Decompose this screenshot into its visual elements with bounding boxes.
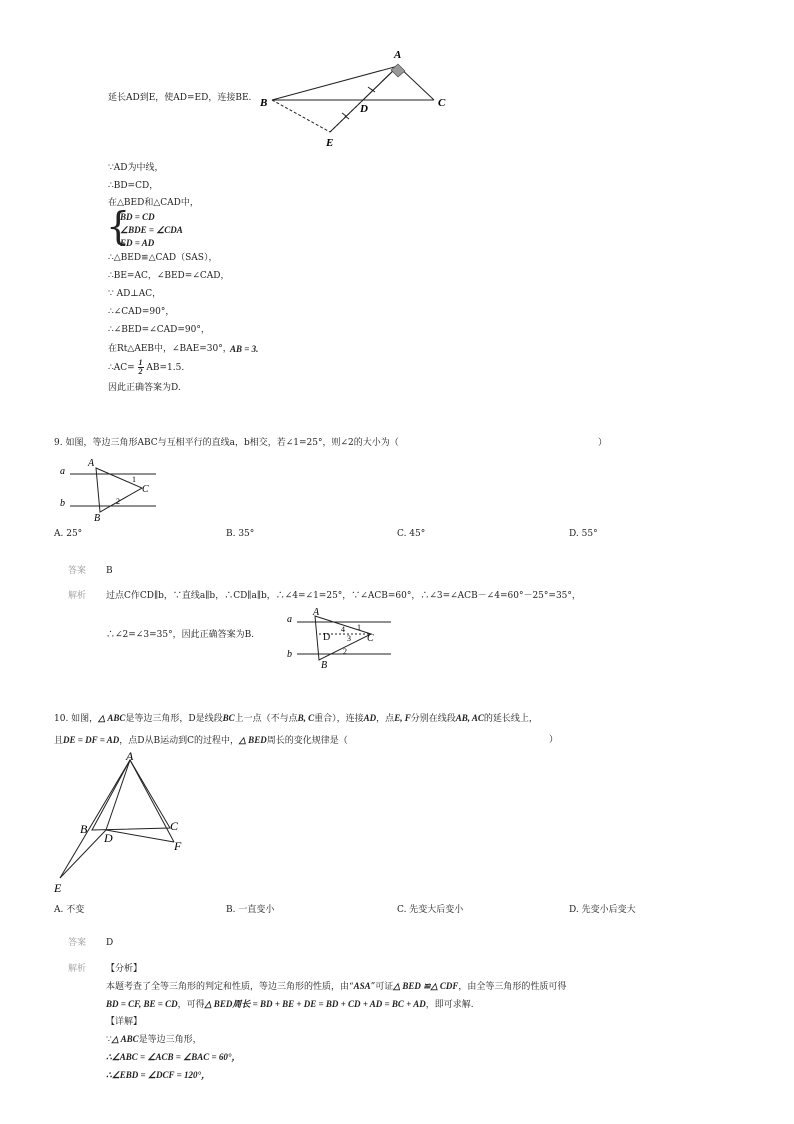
system-line-2: ED = AD — [120, 238, 155, 248]
q10-detail-line2: ∴∠ABC = ∠ACB = ∠BAC = 60°， — [106, 1052, 241, 1062]
q10-mid5: 分别在线段 — [410, 714, 456, 724]
q10-seg-ad: AD — [363, 713, 377, 723]
q10-detail-head: 【详解】 — [106, 1017, 143, 1027]
q10-q2-mid: ，点D从B运动到C的过程中， — [119, 736, 240, 746]
q10-q2-prefix: 且 — [54, 736, 64, 746]
q10-label-E: E — [54, 881, 62, 895]
q9-figure — [56, 454, 162, 524]
system-line-0: BD = CD — [120, 212, 155, 222]
q10-label-D: D — [104, 831, 113, 845]
solution8-line-2: 在△BED和△CAD中， — [108, 198, 199, 208]
q9-analysis-label: 解析 — [68, 591, 87, 601]
fig-label-E: E — [326, 137, 334, 149]
q10-option-c: C. 先变大后变小 — [397, 905, 464, 915]
fraction-half — [138, 359, 144, 376]
q9b-label-3: 3 — [347, 634, 351, 643]
q10-a1-asa: ASA — [353, 981, 371, 991]
q9-label-A: A — [88, 458, 95, 469]
q9-analysis-figure — [285, 606, 395, 670]
q10-a1-mid: ”可证 — [370, 982, 394, 992]
q10-label-C: C — [170, 819, 179, 833]
q9b-label-a: a — [287, 614, 292, 625]
solution8-line-9: 因此正确答案为D. — [108, 383, 181, 393]
q10-d1-tri: △ ABC — [111, 1034, 139, 1044]
q10-option-a: A. 不变 — [54, 905, 85, 915]
q10-tri-abc: △ ABC — [98, 713, 126, 723]
solution8-line-3: ∴△BED≌△CAD（SAS）， — [108, 253, 218, 263]
q9-close-paren: ） — [598, 438, 608, 448]
q10-a2-math1: BD = CF, BE = CD — [106, 999, 178, 1009]
figure-triangle-abc-ext — [258, 44, 458, 156]
q10-a2-suffix: ，即可求解. — [425, 1000, 474, 1010]
q10-d1-prefix: ∵ — [106, 1035, 112, 1045]
q9b-label-D: D — [323, 632, 331, 643]
fig-label-D: D — [360, 103, 368, 115]
ac-prefix: ∴AC= — [108, 363, 135, 373]
q10-mid4: ，点 — [376, 714, 395, 724]
q10-mid3: 重合），连接 — [314, 714, 364, 724]
solution8-intro: 延长AD到E，使AD=ED，连接BE. — [108, 93, 252, 103]
q10-pts-bc: B, C — [297, 713, 315, 723]
q9-analysis-line1: 过点C作CD∥b，∵直线a∥b，∴CD∥a∥b，∴∠4=∠1=25°，∵∠ACB=60°，∴∠3=∠ACB－∠4=60°－25°=35°， — [106, 591, 581, 601]
fig-label-C: C — [438, 97, 446, 109]
ac-suffix: AB=1.5. — [146, 363, 185, 373]
q10-segs-abac: AB, AC — [455, 713, 484, 723]
q9b-label-A: A — [313, 607, 320, 618]
q10-tri-bed: △ BED — [239, 735, 267, 745]
q10-mid6: 的延长线上， — [483, 714, 538, 724]
q9-answer-label: 答案 — [68, 566, 87, 576]
q9-option-a: A. 25° — [54, 529, 83, 539]
q9-option-b: B. 35° — [226, 529, 255, 539]
q9-question: 9. 如图，等边三角形ABC与互相平行的直线a，b相交，若∠1=25°，则∠2的大小为（ — [54, 438, 399, 448]
q9b-label-B: B — [321, 660, 328, 670]
q10-analysis-line2 — [106, 998, 474, 1011]
q10-label-B: B — [80, 822, 88, 836]
frac-num: 1 — [138, 358, 143, 367]
q10-close-paren: ） — [549, 735, 559, 745]
q9b-label-4: 4 — [341, 625, 345, 634]
q9-answer: B — [106, 566, 113, 576]
q10-q2-suffix: 周长的变化规律是（ — [266, 736, 348, 746]
q10-detail-line1 — [106, 1033, 202, 1046]
frac-den: 2 — [138, 367, 143, 376]
q10-pts-ef: E, F — [394, 713, 411, 723]
q10-option-b: B. 一直变小 — [226, 905, 275, 915]
q10-a1-prefix: 本题考查了全等三角形的判定和性质，等边三角形的性质，由“ — [106, 982, 354, 992]
q10-prefix: 10. 如图， — [54, 714, 99, 724]
q10-figure — [50, 748, 200, 896]
q10-option-d: D. 先变小后变大 — [569, 905, 636, 915]
q10-mid1: 是等边三角形，D是线段 — [125, 714, 223, 724]
q10-analysis-label: 解析 — [68, 964, 87, 974]
q10-d1-suffix: 是等边三角形， — [138, 1035, 202, 1045]
fig-label-A: A — [394, 49, 402, 61]
q9-option-c: C. 45° — [397, 529, 426, 539]
q9b-label-b: b — [287, 649, 292, 660]
q10-analysis-line1 — [106, 980, 566, 993]
q9-label-1: 1 — [132, 475, 136, 484]
q10-detail-line3: ∴∠EBD = ∠DCF = 120°， — [106, 1070, 211, 1080]
q10-analysis-head: 【分析】 — [106, 964, 143, 974]
solution8-line-8: 在Rt△AEB中，∠BAE=30°， — [108, 344, 232, 354]
solution8-line-0: ∵AD为中线， — [108, 163, 164, 173]
q10-a2-mid: ，可得 — [177, 1000, 205, 1010]
q10-seg-bc: BC — [222, 713, 235, 723]
q10-question-line2 — [54, 734, 348, 747]
q9b-label-2: 2 — [343, 647, 347, 656]
q10-label-F: F — [174, 839, 182, 853]
fig-label-B: B — [260, 97, 268, 109]
q9-option-d: D. 55° — [569, 529, 598, 539]
system-brace: { — [106, 204, 131, 248]
q10-a1-suffix: ，由全等三角形的性质可得 — [458, 982, 567, 992]
ab-value: AB = 3. — [230, 344, 259, 354]
q9b-label-1: 1 — [357, 623, 361, 632]
q10-a1-cong: △ BED ≌△ CDF — [393, 981, 459, 991]
q10-answer-label: 答案 — [68, 938, 87, 948]
system-line-1: ∠BDE = ∠CDA — [120, 225, 183, 235]
q9-label-2: 2 — [116, 497, 120, 506]
q10-answer: D — [106, 938, 114, 948]
q10-eq-de: DE = DF = AD — [63, 735, 120, 745]
q9-label-C: C — [142, 484, 149, 495]
solution8-line-7: ∴∠BED=∠CAD=90°， — [108, 325, 210, 335]
q9-label-a: a — [60, 466, 65, 477]
q9-label-B: B — [94, 513, 101, 524]
solution8-line-4: ∴BE=AC，∠BED=∠CAD， — [108, 271, 230, 281]
q9-label-b: b — [60, 498, 65, 509]
solution8-line-1: ∴BD=CD， — [108, 181, 159, 191]
solution8-line-5: ∵ AD⊥AC， — [108, 289, 162, 299]
q10-a2-math2: △ BED周长 = BD + BE + DE = BD + CD + AD = BC + AD — [204, 999, 426, 1009]
q10-label-A: A — [126, 749, 134, 763]
q9-analysis-line2: ∴∠2=∠3=35°，因此正确答案为B. — [106, 630, 255, 640]
q9b-label-C: C — [367, 633, 374, 644]
q10-question-line1 — [54, 712, 538, 725]
ac-line — [108, 359, 184, 376]
q10-mid2: 上一点（不与点 — [234, 714, 298, 724]
solution8-line-6: ∴∠CAD=90°， — [108, 307, 175, 317]
